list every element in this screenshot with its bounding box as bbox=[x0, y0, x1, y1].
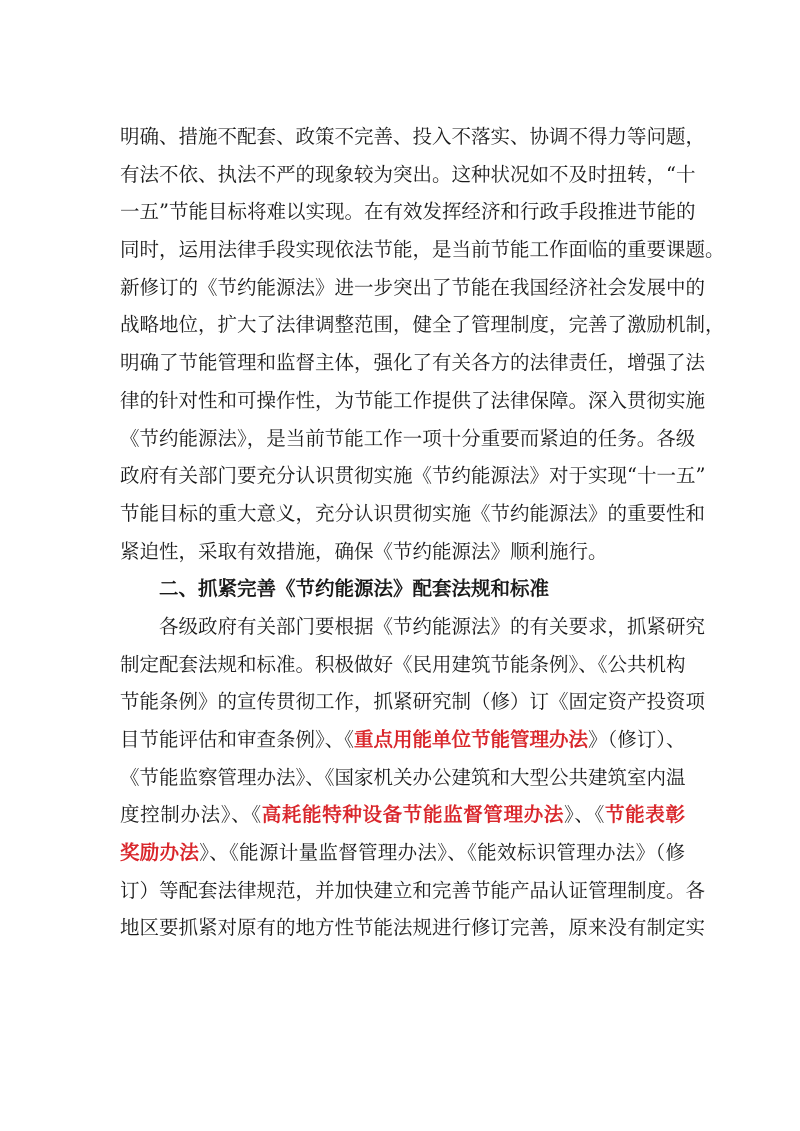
text-line bbox=[120, 834, 685, 872]
text-line: 各级政府有关部门要根据《节约能源法》的有关要求，抓紧研究 bbox=[159, 614, 706, 638]
text-segment: 度控制办法》、《 bbox=[120, 803, 262, 827]
text-segment: 》、《 bbox=[564, 803, 605, 827]
text-segment: 》、《能源计量监督管理办法》、《能效标识管理办法》（修 bbox=[199, 841, 685, 865]
text-line: 战略地位，扩大了法律调整范围，健全了管理制度，完善了激励机制， bbox=[120, 313, 725, 337]
highlighted-regulation: 高耗能特种设备节能监督管理办法 bbox=[261, 803, 565, 827]
text-line: 紧迫性，采取有效措施，确保《节约能源法》顺利施行。 bbox=[120, 539, 608, 563]
text-line: 制定配套法规和标准。积极做好《民用建筑节能条例》、《公共机构 bbox=[120, 652, 686, 676]
text-line: 节能目标的重大意义，充分认识贯彻实施《节约能源法》的重要性和 bbox=[120, 501, 706, 525]
text-line: 地区要抓紧对原有的地方性节能法规进行修订完善，原来没有制定实 bbox=[120, 916, 706, 940]
text-line: 明确了节能管理和监督主体，强化了有关各方的法律责任，增强了法 bbox=[120, 351, 706, 375]
highlighted-regulation: 奖励办法 bbox=[120, 841, 200, 865]
text-segment: 目节能评估和审查条例》、《 bbox=[120, 728, 355, 751]
text-line bbox=[120, 721, 685, 759]
paragraph-2 bbox=[120, 608, 706, 947]
text-line: 同时，运用法律手段实现依法节能，是当前节能工作面临的重要课题。 bbox=[120, 238, 725, 262]
highlighted-regulation: 重点用能单位节能管理办法 bbox=[354, 728, 589, 751]
text-line: 《节能监察管理办法》、《国家机关办公建筑和大型公共建筑室内温 bbox=[120, 765, 686, 789]
text-line: 律的针对性和可操作性，为节能工作提供了法律保障。深入贯彻实施 bbox=[120, 388, 706, 412]
text-line: 有法不依、执法不严的现象较为突出。这种状况如不及时扭转，“十 bbox=[120, 162, 696, 186]
section-heading: 二、抓紧完善《节约能源法》配套法规和标准 bbox=[159, 577, 550, 601]
text-line: 节能条例》的宣传贯彻工作，抓紧研究制（修）订《固定资产投资项 bbox=[120, 690, 706, 714]
text-line: 订）等配套法律规范，并加快建立和完善节能产品认证管理制度。各 bbox=[120, 878, 706, 902]
highlighted-regulation: 节能表彰 bbox=[605, 803, 685, 827]
text-line bbox=[120, 796, 685, 834]
text-line: 明确、措施不配套、政策不完善、投入不落实、协调不得力等问题， bbox=[120, 125, 706, 148]
document-body bbox=[120, 118, 725, 947]
text-segment: 》（修订）、 bbox=[588, 728, 686, 751]
text-line: 政府有关部门要充分认识贯彻实施《节约能源法》对于实现“十一五” bbox=[120, 464, 706, 488]
text-line: 一五”节能目标将难以实现。在有效发挥经济和行政手段推进节能的 bbox=[120, 200, 696, 224]
text-line: 《节约能源法》，是当前节能工作一项十分重要而紧迫的任务。各级 bbox=[120, 426, 696, 450]
paragraph-1 bbox=[120, 118, 725, 570]
text-line: 新修订的《节约能源法》进一步突出了节能在我国经济社会发展中的 bbox=[120, 275, 706, 299]
